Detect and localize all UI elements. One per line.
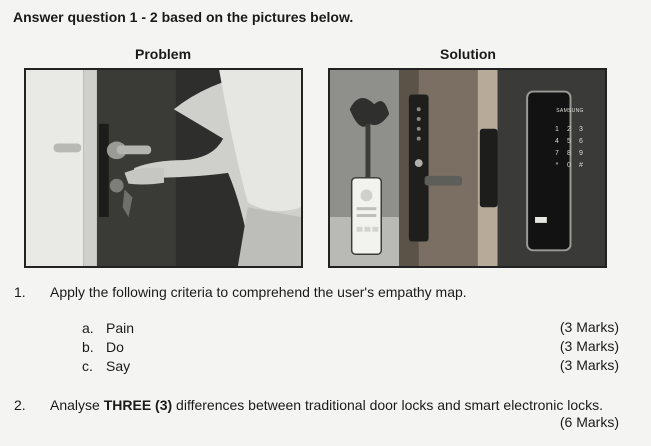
solution-caption: Solution (440, 46, 496, 62)
keypad-key: 7 (555, 150, 559, 157)
keypad-key: 2 (567, 126, 571, 133)
keypad-key: 1 (555, 126, 559, 133)
item-b-label: Do (106, 339, 124, 355)
question-2-text-before: Analyse (50, 397, 104, 413)
item-a-label: Pain (106, 320, 135, 336)
traditional-lock-illustration (26, 70, 301, 266)
keypad-key: 3 (579, 126, 583, 133)
item-a-letter: a. (82, 320, 94, 336)
smart-lock-keypad (551, 126, 587, 169)
smart-lock-brand-label: SAMSUNG (556, 108, 584, 114)
item-c-letter: c. (82, 358, 93, 374)
question-2-text (50, 397, 603, 413)
question-2-text-bold: THREE (3) (103, 397, 173, 413)
problem-photo (24, 68, 303, 268)
keypad-key: # (579, 162, 583, 169)
item-c-label: Say (106, 358, 131, 374)
item-b-letter: b. (82, 339, 94, 355)
keypad-key: 6 (579, 138, 583, 145)
solution-photo (328, 68, 607, 268)
keypad-key: 9 (579, 150, 583, 157)
question-2-marks: (6 Marks) (559, 414, 619, 430)
question-2-text-after: differences between traditional door locks and smart electronic locks. (172, 397, 604, 413)
question-2-number: 2. (14, 397, 26, 413)
item-c-marks: (3 Marks) (559, 357, 619, 373)
item-b-marks: (3 Marks) (559, 338, 619, 354)
keypad-key: 8 (567, 150, 571, 157)
item-a-marks: (3 Marks) (559, 319, 619, 335)
keypad-key: 5 (567, 138, 571, 145)
keypad-key: 0 (567, 162, 571, 169)
question-1-text: Apply the following criteria to comprehend the user's empathy map. (50, 284, 467, 300)
page-heading: Answer question 1 - 2 based on the pictures below. (13, 9, 354, 25)
keypad-key: * (555, 162, 559, 169)
keypad-key: 4 (555, 138, 559, 145)
question-1-number: 1. (14, 284, 26, 300)
problem-caption: Problem (135, 46, 192, 62)
